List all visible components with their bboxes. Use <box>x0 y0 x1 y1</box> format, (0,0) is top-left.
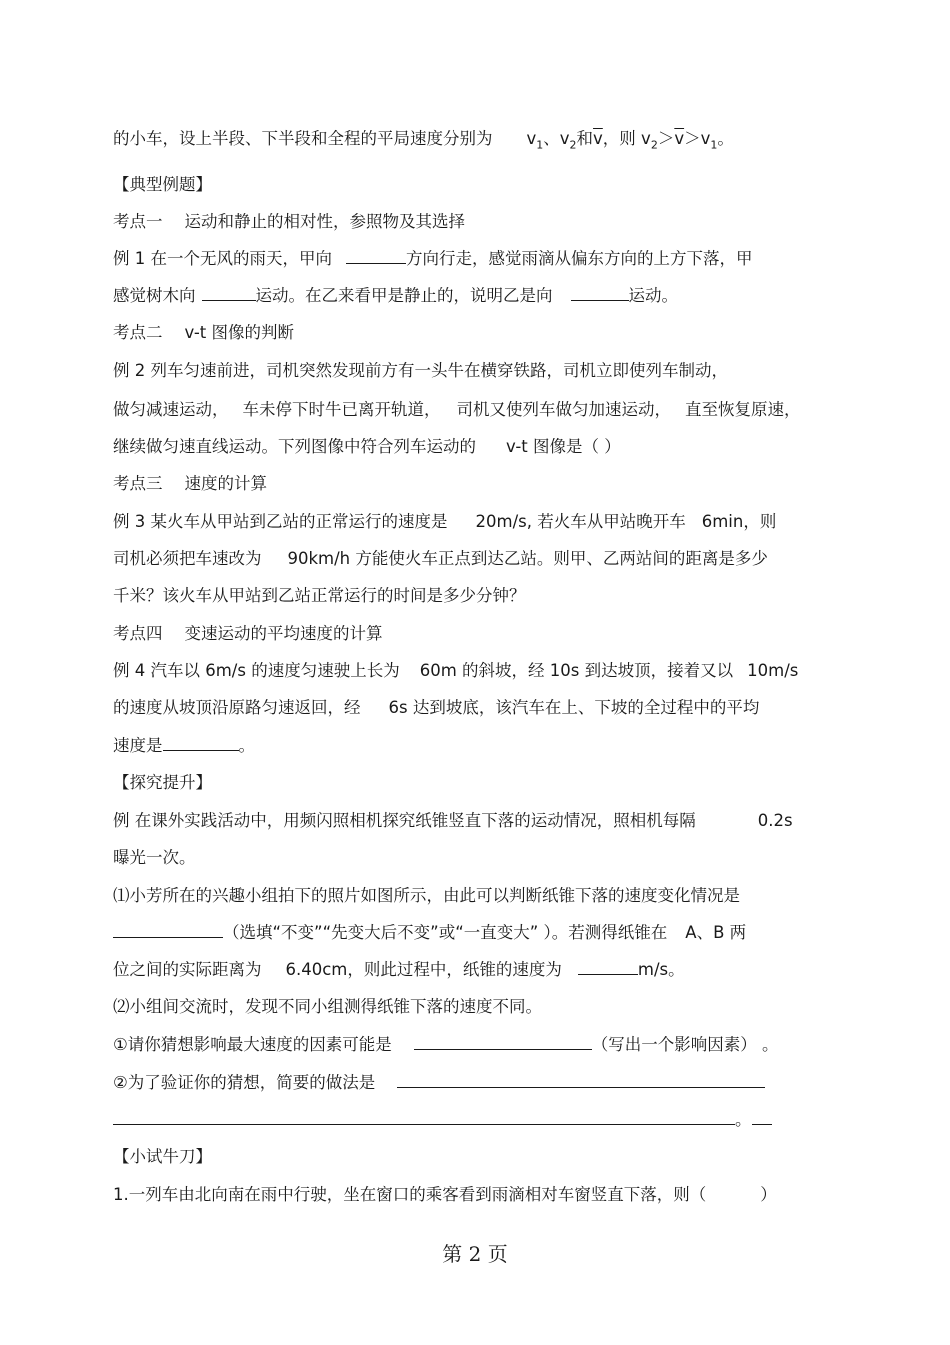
text: m/s。 <box>637 960 685 979</box>
section-heading-examples: 【典型例题】 <box>113 175 212 194</box>
topic-title: 运动和静止的相对性，参照物及其选择 <box>184 212 465 231</box>
text: 例 3 某火车从甲站到乙站的正常运行的速度是 <box>113 512 448 531</box>
subscript: 2 <box>650 138 658 152</box>
subscript: 1 <box>710 138 718 152</box>
text: ＞ <box>657 129 675 148</box>
topic-two <box>113 322 850 344</box>
example-three-line-1 <box>113 511 850 533</box>
text: 直至恢复原速， <box>685 400 801 419</box>
answer-blank[interactable] <box>163 735 239 751</box>
topic-label: 考点二 <box>113 323 163 342</box>
text: ＞v <box>684 129 711 148</box>
text: ，则 v <box>602 129 651 148</box>
explore-line-3: ⑴小芳所在的兴趣小组拍下的照片如图所示，由此可以判断纸锥下落的速度变化情况是 <box>113 886 740 905</box>
text: 1.一列车由北向南在雨中行驶，坐在窗口的乘客看到雨滴相对车窗竖直下落，则（ <box>113 1185 707 1204</box>
topic-three <box>113 473 850 495</box>
answer-blank[interactable] <box>571 285 629 301</box>
example-four-line-1 <box>113 660 850 682</box>
topic-one <box>113 211 850 233</box>
topic-title: v-t 图像的判断 <box>184 323 294 342</box>
text: ） <box>760 1185 777 1204</box>
text: 车未停下时牛已离开轨道， <box>242 400 441 419</box>
text: 90km/h 方能使火车正点到达乙站。则甲、乙两站间的距离是多少 <box>287 549 768 568</box>
text: （选填“不变”“先变大后不变”或“一直变大” ）。若测得纸锥在 <box>223 923 668 942</box>
text: 运动。 <box>628 286 678 305</box>
text: 例 在课外实践活动中，用频闪照相机探究纸锥竖直下落的运动情况，照相机每隔 <box>113 811 696 830</box>
explore-line-4 <box>113 922 850 944</box>
text: ②为了验证你的猜想，简要的做法是 <box>113 1073 376 1092</box>
text: 的小车，设上半段、下半段和全程的平局速度分别为 <box>113 129 493 148</box>
answer-blank[interactable] <box>346 248 406 264</box>
answer-blank[interactable] <box>202 285 256 301</box>
example-three-line-3: 千米？该火车从甲站到乙站正常运行的时间是多少分钟？ <box>113 586 526 605</box>
explore-line-8 <box>113 1072 850 1094</box>
text: A、B 两 <box>685 923 747 942</box>
text: 10m/s <box>747 661 799 680</box>
topic-title: 速度的计算 <box>184 474 267 493</box>
text: 和 <box>576 129 594 148</box>
example-four-line-2 <box>113 697 850 719</box>
answer-blank[interactable] <box>414 1034 592 1050</box>
text: 继续做匀速直线运动。下列图像中符合列车运动的 <box>113 437 476 456</box>
subscript: 2 <box>569 138 577 152</box>
example-two-line-3 <box>113 436 850 458</box>
example-two-line-1: 例 2 列车匀速前进，司机突然发现前方有一头牛在横穿铁路，司机立即使列车制动， <box>113 361 728 380</box>
explore-line-5 <box>113 959 850 981</box>
text: 、v <box>543 129 570 148</box>
text: 做匀减速运动， <box>113 400 229 419</box>
text: ①请你猜想影响最大速度的因素可能是 <box>113 1035 392 1054</box>
text: 20m/s, 若火车从甲站晚开车 <box>475 512 686 531</box>
topic-label: 考点三 <box>113 474 163 493</box>
answer-blank[interactable] <box>752 1109 772 1125</box>
example-two-line-2 <box>113 399 850 421</box>
explore-line-9 <box>113 1109 850 1131</box>
text: 例 4 汽车以 6m/s 的速度匀速驶上长为 <box>113 661 400 680</box>
explore-line-2: 曝光一次。 <box>113 848 196 867</box>
text: 运动。在乙来看甲是静止的，说明乙是向 <box>255 286 553 305</box>
text: 例 1 在一个无风的雨天，甲向 <box>113 249 332 268</box>
text: 6s 达到坡底，该汽车在上、下坡的全过程中的平均 <box>388 698 760 717</box>
text: v-t 图像是（ ） <box>506 437 621 456</box>
answer-blank[interactable] <box>578 959 638 975</box>
text: 。 <box>238 736 255 755</box>
text: 0.2s <box>757 811 793 830</box>
text: 方向行走，感觉雨滴从偏东方向的上方下落，甲 <box>406 249 753 268</box>
page-number: 第 2 页 <box>442 1242 508 1266</box>
section-heading-practice: 【小试牛刀】 <box>113 1147 212 1166</box>
example-three-line-2 <box>113 548 850 570</box>
example-one-line-1 <box>113 248 850 270</box>
topic-label: 考点四 <box>113 624 163 643</box>
explore-line-7 <box>113 1034 850 1056</box>
text: 6min，则 <box>701 512 777 531</box>
text-line-intro <box>113 128 850 156</box>
v-bar: $\overline{v}$ <box>593 129 603 148</box>
subscript: 1 <box>536 138 544 152</box>
topic-four <box>113 623 850 645</box>
text: 司机必须把车速改为 <box>113 549 262 568</box>
v-bar: $\overline{v}$ <box>674 129 685 148</box>
text: 感觉树木向 <box>113 286 196 305</box>
text: 司机又使列车做匀加速运动， <box>456 400 671 419</box>
example-one-line-2 <box>113 285 850 307</box>
text: （写出一个影响因素） 。 <box>591 1035 779 1054</box>
topic-label: 考点一 <box>113 212 163 231</box>
answer-blank[interactable] <box>397 1072 765 1088</box>
answer-blank[interactable] <box>113 1109 735 1125</box>
explore-line-6: ⑵小组间交流时，发现不同小组测得纸锥下落的速度不同。 <box>113 997 542 1016</box>
practice-question-1 <box>113 1184 850 1206</box>
text: 60m 的斜坡，经 10s 到达坡顶，接着又以 <box>419 661 734 680</box>
explore-line-1 <box>113 810 850 832</box>
example-four-line-3 <box>113 735 850 757</box>
text: 。 <box>717 129 734 148</box>
text: 的速度从坡顶沿原路匀速返回，经 <box>113 698 361 717</box>
topic-title: 变速运动的平均速度的计算 <box>184 624 383 643</box>
answer-blank[interactable] <box>113 922 223 938</box>
text: 。 <box>735 1110 752 1129</box>
text: v <box>526 129 537 148</box>
text: 位之间的实际距离为 <box>113 960 262 979</box>
text: 6.40cm，则此过程中，纸锥的速度为 <box>285 960 562 979</box>
section-heading-exploration: 【探究提升】 <box>113 773 212 792</box>
text: 速度是 <box>113 736 163 755</box>
